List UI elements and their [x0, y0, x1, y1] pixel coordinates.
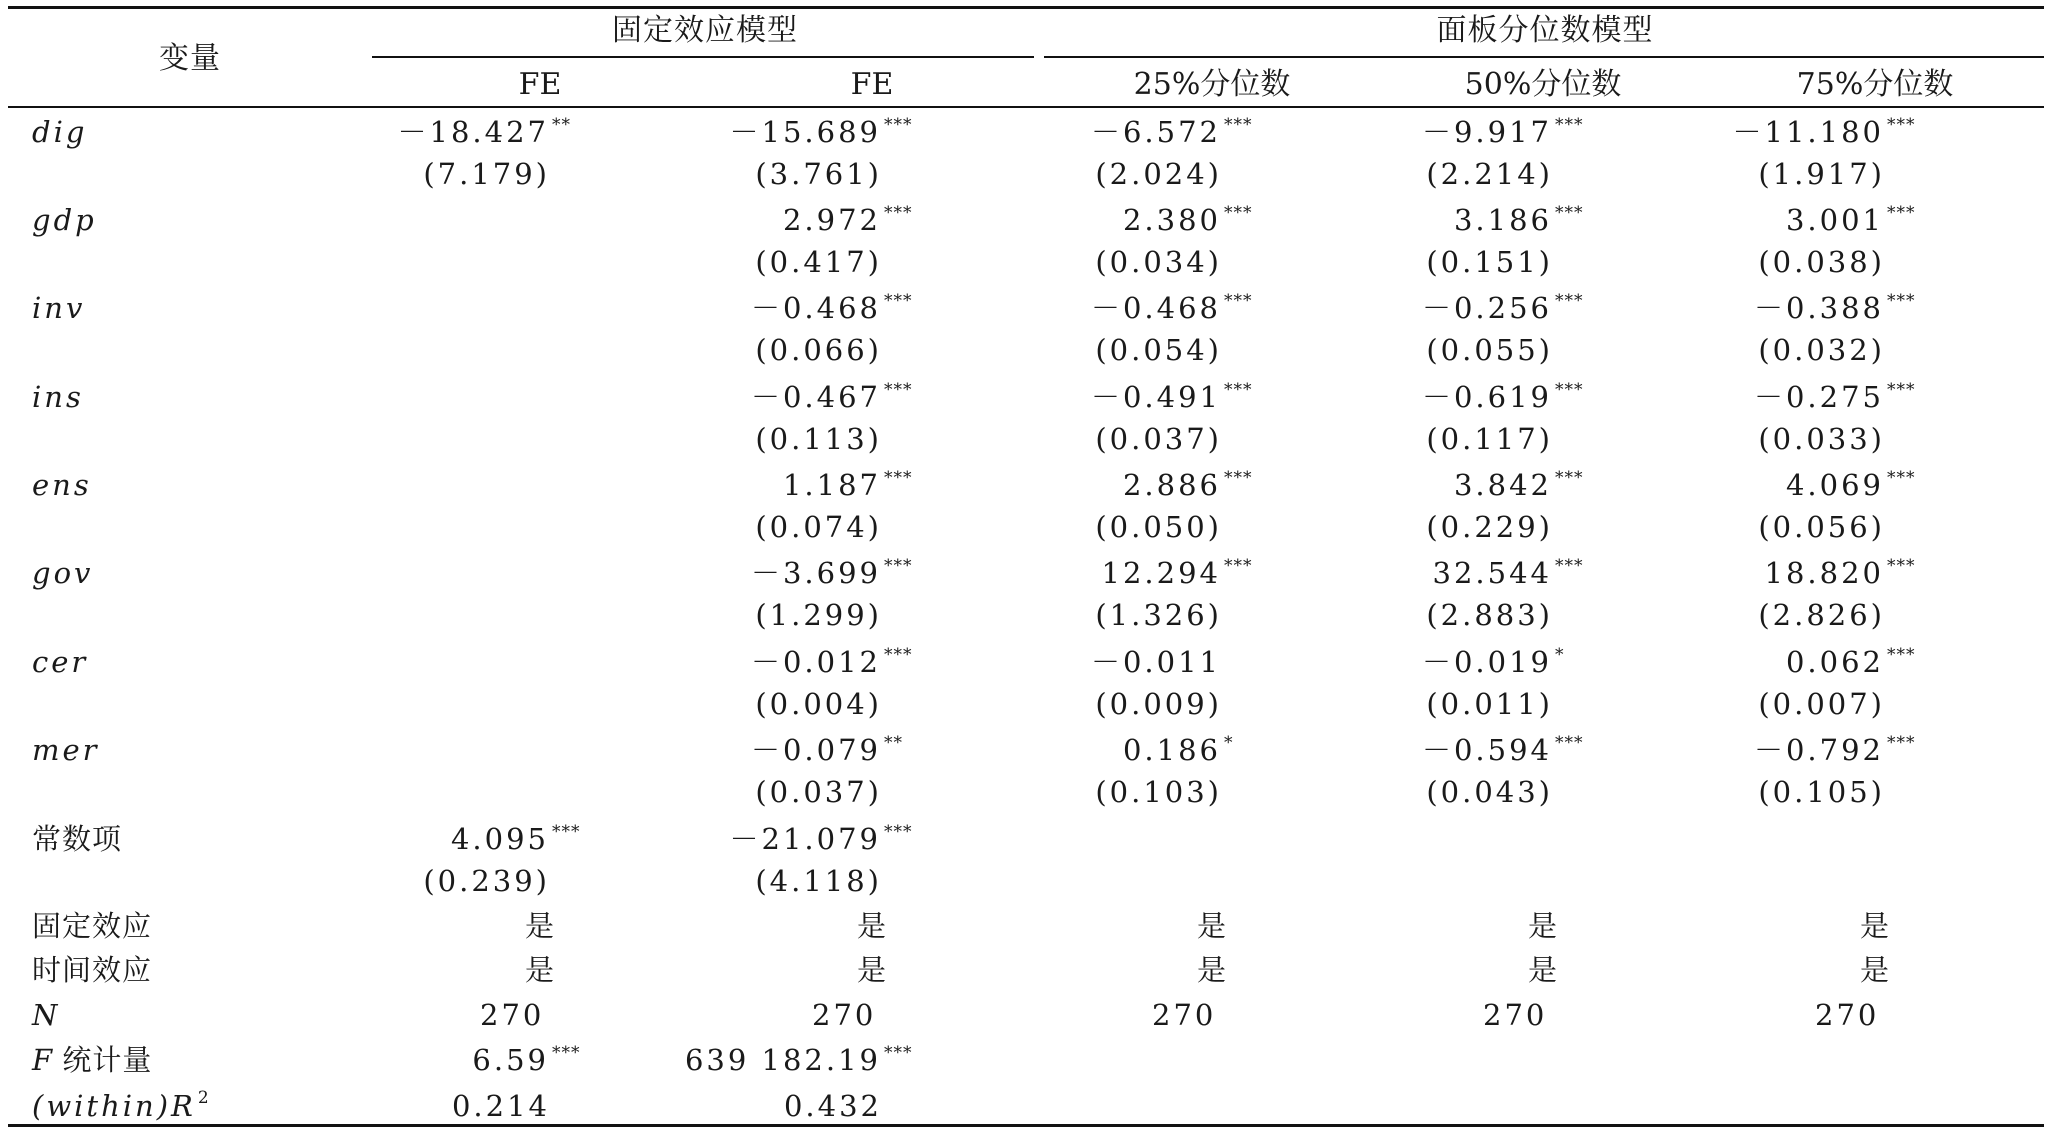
standard-error-cell: (0.113)	[755, 422, 882, 456]
standard-error-cell: (0.050)	[1095, 510, 1222, 544]
n-value: 270	[812, 998, 877, 1032]
significance-stars: **	[552, 115, 571, 135]
coefficient-value: 4.069	[1785, 468, 1884, 502]
coefficient-cell	[782, 468, 922, 502]
standard-error-cell: (1.917)	[1758, 157, 1885, 191]
significance-stars: ***	[1555, 556, 1584, 576]
coefficient-cell	[1421, 291, 1593, 325]
significance-stars: ***	[884, 203, 913, 223]
coefficient-cell	[1785, 645, 1925, 679]
coefficient-value: －0.011	[1090, 645, 1221, 679]
significance-stars: *	[1555, 645, 1565, 665]
f-stat-number: 639 182.19	[684, 1043, 881, 1077]
standard-error-cell: (0.034)	[1095, 245, 1222, 279]
coefficient-cell	[1122, 468, 1262, 502]
standard-error-cell: (0.117)	[1426, 422, 1553, 456]
time-effect-value: 是	[1527, 953, 1558, 987]
coefficient-cell	[1122, 733, 1262, 767]
n-value: 270	[1483, 998, 1548, 1032]
coefficient-cell	[1090, 115, 1262, 149]
row-label-r2	[32, 1088, 212, 1123]
standard-error-cell: (0.239)	[423, 864, 550, 898]
row-label-time-effect: 时间效应	[32, 953, 153, 987]
row-label: gdp	[32, 203, 97, 237]
coefficient-value: 1.187	[782, 468, 881, 502]
coefficient-value: 3.186	[1453, 203, 1552, 237]
coefficient-value: －0.468	[1090, 291, 1221, 325]
header-bottom-rule	[8, 106, 2044, 108]
column-header: 25%分位数	[1133, 67, 1291, 102]
coefficient-cell	[1421, 733, 1593, 767]
coefficient-cell	[1753, 380, 1925, 414]
standard-error-cell: (0.105)	[1758, 775, 1885, 809]
significance-stars: ***	[1224, 203, 1253, 223]
standard-error-cell: (2.024)	[1095, 157, 1222, 191]
standard-error-cell: (0.009)	[1095, 687, 1222, 721]
f-stat-value	[472, 1043, 590, 1077]
coefficient-cell	[750, 645, 922, 679]
row-label: ins	[32, 380, 84, 414]
significance-stars: ***	[884, 291, 913, 311]
standard-error-cell: (7.179)	[423, 157, 550, 191]
significance-stars: ***	[1887, 556, 1916, 576]
significance-stars: ***	[1887, 115, 1916, 135]
coefficient-cell	[1090, 380, 1262, 414]
coefficient-cell	[450, 822, 590, 856]
coefficient-cell	[1122, 203, 1262, 237]
standard-error-cell: (1.326)	[1095, 598, 1222, 632]
standard-error-cell: (0.037)	[755, 775, 882, 809]
group-rule-fixed	[372, 56, 1034, 58]
row-label-n: N	[32, 998, 61, 1032]
time-effect-value: 是	[1859, 953, 1890, 987]
row-label: gov	[32, 556, 94, 590]
coefficient-cell	[397, 115, 590, 149]
coefficient-cell	[750, 380, 922, 414]
standard-error-cell: (0.103)	[1095, 775, 1222, 809]
bottom-rule	[8, 1124, 2044, 1127]
significance-stars: ***	[884, 645, 913, 665]
coefficient-cell	[1421, 115, 1593, 149]
coefficient-value: －0.275	[1753, 380, 1884, 414]
top-rule	[8, 6, 2044, 9]
standard-error-cell: (0.151)	[1426, 245, 1553, 279]
coefficient-value: －9.917	[1421, 115, 1552, 149]
coefficient-cell	[729, 822, 922, 856]
group-header-panel-quantile: 面板分位数模型	[1436, 13, 1654, 48]
row-label: cer	[32, 645, 89, 679]
coefficient-value: －0.594	[1421, 733, 1552, 767]
coefficient-value: 2.886	[1122, 468, 1221, 502]
coefficient-cell	[782, 203, 922, 237]
coefficient-value: －0.012	[750, 645, 881, 679]
n-value: 270	[1152, 998, 1217, 1032]
fixed-effect-value: 是	[524, 909, 555, 943]
standard-error-cell: (0.055)	[1426, 333, 1553, 367]
significance-stars: ***	[1555, 291, 1584, 311]
significance-stars: ***	[1887, 645, 1916, 665]
significance-stars: ***	[884, 468, 913, 488]
standard-error-cell: (3.761)	[755, 157, 882, 191]
f-label-rest: 统计量	[52, 1043, 153, 1077]
significance-stars: ***	[1555, 203, 1584, 223]
fixed-effect-value: 是	[1527, 909, 1558, 943]
coefficient-value: －0.491	[1090, 380, 1221, 414]
standard-error-cell: (0.011)	[1426, 687, 1553, 721]
coefficient-cell	[1101, 556, 1262, 590]
column-header: FE	[850, 67, 894, 102]
significance-stars: ***	[884, 1043, 913, 1063]
significance-stars: ***	[1887, 733, 1916, 753]
standard-error-cell: (0.074)	[755, 510, 882, 544]
significance-stars: ***	[1555, 468, 1584, 488]
coefficient-value: 4.095	[450, 822, 549, 856]
coefficient-value: 0.062	[1785, 645, 1884, 679]
row-label: 常数项	[32, 822, 123, 856]
row-label: mer	[32, 733, 100, 767]
time-effect-value: 是	[856, 953, 887, 987]
coefficient-cell	[1421, 380, 1593, 414]
coefficient-value: 12.294	[1101, 556, 1221, 590]
significance-stars: ***	[1555, 115, 1584, 135]
significance-stars: ***	[884, 822, 913, 842]
significance-stars: ***	[1887, 203, 1916, 223]
column-header: 75%分位数	[1796, 67, 1954, 102]
significance-stars: ***	[884, 380, 913, 400]
coefficient-value: －18.427	[397, 115, 549, 149]
coefficient-cell	[1090, 645, 1262, 679]
coefficient-value: 32.544	[1432, 556, 1552, 590]
coefficient-value: 18.820	[1764, 556, 1884, 590]
row-label: inv	[32, 291, 86, 325]
coefficient-value: －0.467	[750, 380, 881, 414]
column-header: FE	[518, 67, 562, 102]
significance-stars: ***	[1224, 468, 1253, 488]
row-label: dig	[32, 115, 88, 149]
coefficient-value: 3.001	[1785, 203, 1884, 237]
f-letter: F	[32, 1043, 53, 1077]
coefficient-cell	[1432, 556, 1593, 590]
significance-stars: ***	[1555, 733, 1584, 753]
coefficient-value: 0.186	[1122, 733, 1221, 767]
significance-stars: *	[1224, 733, 1234, 753]
significance-stars: ***	[884, 556, 913, 576]
coefficient-cell	[750, 556, 922, 590]
variable-header: 变量	[159, 41, 221, 76]
significance-stars: ***	[1887, 291, 1916, 311]
significance-stars: ***	[552, 822, 581, 842]
standard-error-cell: (0.004)	[755, 687, 882, 721]
coefficient-value: －0.792	[1753, 733, 1884, 767]
coefficient-cell	[1753, 733, 1925, 767]
standard-error-cell: (0.066)	[755, 333, 882, 367]
row-label-f-stat	[32, 1043, 153, 1077]
standard-error-cell: (0.056)	[1758, 510, 1885, 544]
standard-error-cell: (2.826)	[1758, 598, 1885, 632]
coefficient-value: －0.468	[750, 291, 881, 325]
coefficient-cell	[1090, 291, 1262, 325]
coefficient-value: －15.689	[729, 115, 881, 149]
standard-error-cell: (0.032)	[1758, 333, 1885, 367]
coefficient-cell	[1785, 203, 1925, 237]
standard-error-cell: (2.214)	[1426, 157, 1553, 191]
f-stat-number: 6.59	[472, 1043, 549, 1077]
coefficient-value: －0.019	[1421, 645, 1552, 679]
f-stat-value	[684, 1043, 922, 1077]
coefficient-value: －0.256	[1421, 291, 1552, 325]
standard-error-cell: (0.037)	[1095, 422, 1222, 456]
fixed-effect-value: 是	[1859, 909, 1890, 943]
row-label: ens	[32, 468, 92, 502]
coefficient-cell	[750, 291, 922, 325]
fixed-effect-value: 是	[856, 909, 887, 943]
coefficient-value: －0.388	[1753, 291, 1884, 325]
standard-error-cell: (0.417)	[755, 245, 882, 279]
coefficient-value: －0.619	[1421, 380, 1552, 414]
time-effect-value: 是	[524, 953, 555, 987]
coefficient-cell	[1453, 203, 1593, 237]
standard-error-cell: (2.883)	[1426, 598, 1553, 632]
coefficient-cell	[750, 733, 922, 767]
significance-stars: ***	[884, 115, 913, 135]
coefficient-value: －11.180	[1732, 115, 1884, 149]
significance-stars: ***	[552, 1043, 581, 1063]
coefficient-value: 2.380	[1122, 203, 1221, 237]
standard-error-cell: (0.043)	[1426, 775, 1553, 809]
coefficient-cell	[1764, 556, 1925, 590]
standard-error-cell: (1.299)	[755, 598, 882, 632]
r2-label: (within)R	[32, 1089, 196, 1123]
coefficient-cell	[1785, 468, 1925, 502]
significance-stars: ***	[1887, 468, 1916, 488]
significance-stars: ***	[1887, 380, 1916, 400]
group-header-fixed-effects: 固定效应模型	[612, 13, 798, 48]
significance-stars: ***	[1224, 291, 1253, 311]
coefficient-value: －6.572	[1090, 115, 1221, 149]
time-effect-value: 是	[1196, 953, 1227, 987]
n-value: 270	[480, 998, 545, 1032]
significance-stars: **	[884, 733, 903, 753]
significance-stars: ***	[1224, 556, 1253, 576]
row-label-fixed-effect: 固定效应	[32, 909, 153, 943]
standard-error-cell: (4.118)	[755, 864, 882, 898]
fixed-effect-value: 是	[1196, 909, 1227, 943]
r2-value: 0.432	[783, 1089, 882, 1123]
significance-stars: ***	[1224, 380, 1253, 400]
standard-error-cell: (0.007)	[1758, 687, 1885, 721]
standard-error-cell: (0.038)	[1758, 245, 1885, 279]
r2-superscript: 2	[197, 1088, 212, 1108]
coefficient-cell	[1753, 291, 1925, 325]
standard-error-cell: (0.033)	[1758, 422, 1885, 456]
coefficient-value: 2.972	[782, 203, 881, 237]
coefficient-value: －0.079	[750, 733, 881, 767]
r2-value: 0.214	[451, 1089, 550, 1123]
significance-stars: ***	[1555, 380, 1584, 400]
coefficient-cell	[729, 115, 922, 149]
standard-error-cell: (0.229)	[1426, 510, 1553, 544]
coefficient-cell	[1732, 115, 1925, 149]
column-header: 50%分位数	[1464, 67, 1622, 102]
coefficient-value: 3.842	[1453, 468, 1552, 502]
coefficient-cell	[1421, 645, 1593, 679]
n-value: 270	[1815, 998, 1880, 1032]
coefficient-value: －21.079	[729, 822, 881, 856]
coefficient-value: －3.699	[750, 556, 881, 590]
coefficient-cell	[1453, 468, 1593, 502]
significance-stars: ***	[1224, 115, 1253, 135]
standard-error-cell: (0.054)	[1095, 333, 1222, 367]
group-rule-quantile	[1044, 56, 2044, 58]
